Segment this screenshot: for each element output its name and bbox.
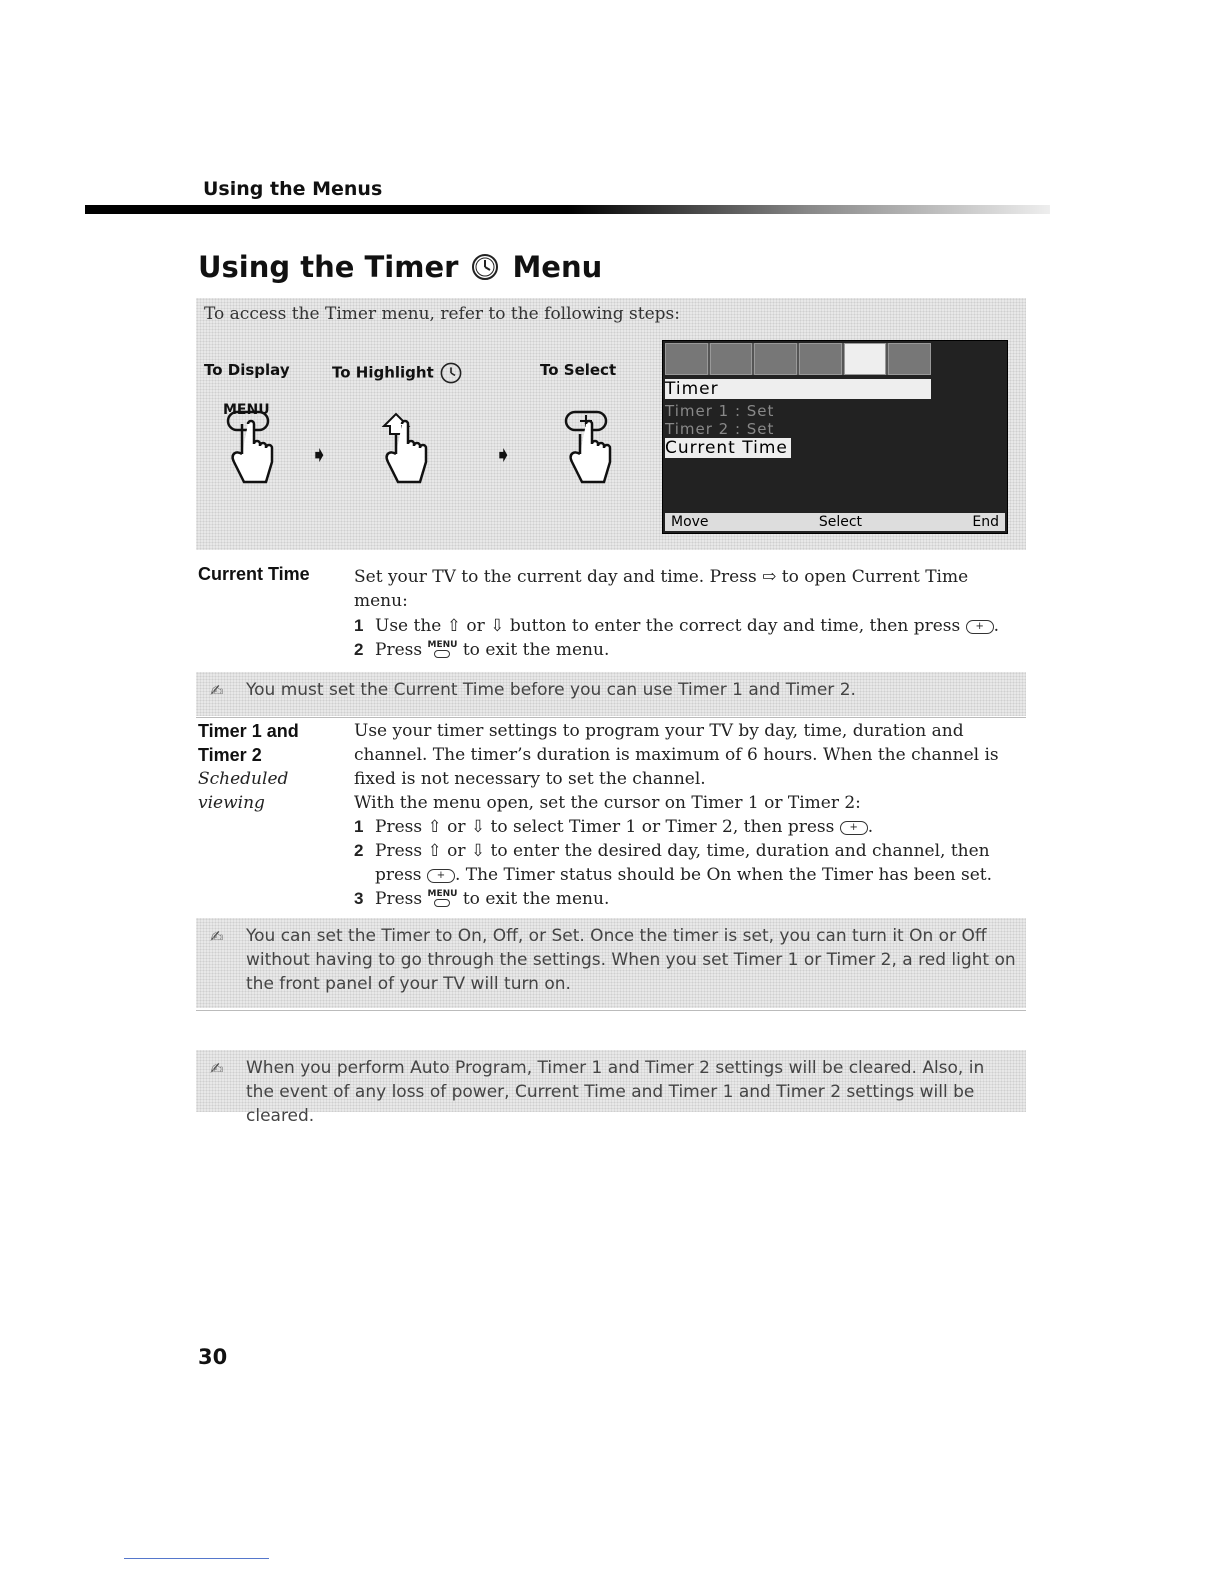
timer-cursor-text: With the menu open, set the cursor on Timer 1 or Timer 2:	[354, 793, 861, 813]
timer-icon	[844, 343, 887, 375]
current-time-description: Set your TV to the current day and time. Press ⇨ to open Current Time menu:	[354, 567, 969, 611]
step-select-label: To Select	[540, 361, 617, 379]
step-number: 1	[354, 616, 364, 635]
step-text-content: Use the ⇧ or ⇩ button to enter the correct day and time, then press	[375, 616, 961, 636]
select-button-icon: +	[427, 869, 455, 883]
audio-icon	[710, 343, 753, 375]
note-timer	[196, 918, 1026, 1008]
header-rule	[85, 205, 1050, 214]
step-text	[375, 839, 1014, 887]
tv-menu-title: Timer	[665, 379, 931, 399]
hand-select-icon	[560, 410, 620, 490]
setup-icon	[888, 343, 931, 375]
timer-term-line1: Timer 1 and	[198, 721, 299, 741]
page-number: 30	[198, 1345, 228, 1369]
menu-key-label: MENU	[223, 402, 270, 418]
tv-menu-item: Timer 2 : Set	[665, 420, 775, 438]
clock-icon	[439, 361, 463, 385]
menu-button-icon: MENU	[427, 641, 457, 660]
tv-menu-icon-bar	[665, 343, 931, 375]
step-item	[354, 887, 1014, 911]
section-label: Using the Menus	[203, 178, 383, 200]
step-item	[354, 839, 1014, 887]
note-final	[196, 1050, 1026, 1126]
hand-press-icon	[222, 410, 282, 490]
pencil-note-icon: ✍	[210, 927, 224, 946]
arrow-right-icon: ➧	[494, 443, 513, 468]
tv-menu-screen	[662, 340, 1008, 534]
clock-icon	[470, 252, 500, 282]
step-text	[375, 887, 609, 911]
step-item	[354, 638, 1014, 662]
step-item	[354, 815, 1014, 839]
tv-footer-end: End	[972, 514, 999, 530]
page-title	[198, 250, 602, 284]
step-number: 1	[354, 817, 364, 836]
timer-description: Use your timer settings to program your TV by day, time, duration and channel. The timer’s duration is maximum of 6 hours. When the channel is fixed is not necessary to set the channel.	[354, 721, 999, 789]
select-button-icon: +	[840, 821, 868, 835]
step-text-content: Press	[375, 640, 423, 660]
step-number: 2	[354, 841, 364, 860]
note-current-time	[196, 672, 1026, 716]
step-text-content: . The Timer status should be On when the Timer has been set.	[454, 865, 993, 885]
step-text: Press ⇧ or ⇩ to select Timer 1 or Timer 2, then press + .	[375, 817, 874, 837]
intro-text: To access the Timer menu, refer to the following steps:	[204, 304, 680, 324]
step-number: 3	[354, 889, 364, 908]
tv-menu-current-time: Current Time	[665, 438, 791, 458]
separator	[196, 1010, 1026, 1011]
pencil-note-icon: ✍	[210, 681, 224, 700]
note-text: You must set the Current Time before you can use Timer 1 and Timer 2.	[246, 680, 856, 700]
step-item	[354, 614, 1014, 638]
arrow-right-icon: ➧	[310, 443, 329, 468]
step-highlight-text: To Highlight	[332, 363, 434, 382]
step-highlight-label	[332, 361, 463, 385]
pencil-note-icon: ✍	[210, 1059, 224, 1078]
step-text-content: Press	[375, 889, 423, 909]
tv-menu-item: Timer 1 : Set	[665, 402, 775, 420]
current-time-steps	[354, 614, 1014, 662]
title-text-after: Menu	[512, 250, 603, 284]
timer-subterm-line2: viewing	[198, 793, 265, 813]
step-text-content: to exit the menu.	[462, 640, 610, 660]
tv-footer-select: Select	[818, 514, 863, 530]
hand-arrow-icon	[376, 410, 436, 490]
timer-term-line2: Timer 2	[198, 745, 262, 765]
note-text: When you perform Auto Program, Timer 1 and Timer 2 settings will be cleared. Also, in the event of any loss of power, Current Time and Timer 1 and Timer 2 settings will be cleared.	[246, 1058, 985, 1126]
video-icon	[665, 343, 708, 375]
step-text: Use the ⇧ or ⇩ button to enter the correct day and time, then press + .	[375, 616, 1000, 636]
step-text-content: Press ⇧ or ⇩ to enter the desired day, time, duration and channel, then press	[375, 841, 990, 885]
tv-menu-footer	[665, 513, 1005, 531]
select-button-icon: +	[966, 620, 994, 634]
tv-footer-move: Move	[671, 514, 709, 530]
note-text: You can set the Timer to On, Off, or Set. Once the timer is set, you can turn it On or Off without having to go through the settings. When you set Timer 1 or Timer 2, a red light on the front panel of your TV will turn on.	[246, 926, 1016, 994]
step-text-content: to exit the menu.	[462, 889, 610, 909]
menu-button-icon: MENU	[427, 890, 457, 909]
step-display-label: To Display	[204, 361, 290, 379]
step-text-content: Press ⇧ or ⇩ to select Timer 1 or Timer 2, then press	[375, 817, 835, 837]
step-number: 2	[354, 640, 364, 659]
step-text	[375, 638, 609, 662]
footer-line	[124, 1558, 269, 1559]
timer-subterm-line1: Scheduled	[198, 769, 289, 789]
separator	[196, 717, 1026, 718]
timer-steps	[354, 815, 1014, 911]
intro-box	[196, 298, 1026, 550]
parent-icon	[799, 343, 842, 375]
channel-icon	[754, 343, 797, 375]
title-text-before: Using the Timer	[198, 250, 459, 284]
current-time-term: Current Time	[198, 564, 310, 584]
